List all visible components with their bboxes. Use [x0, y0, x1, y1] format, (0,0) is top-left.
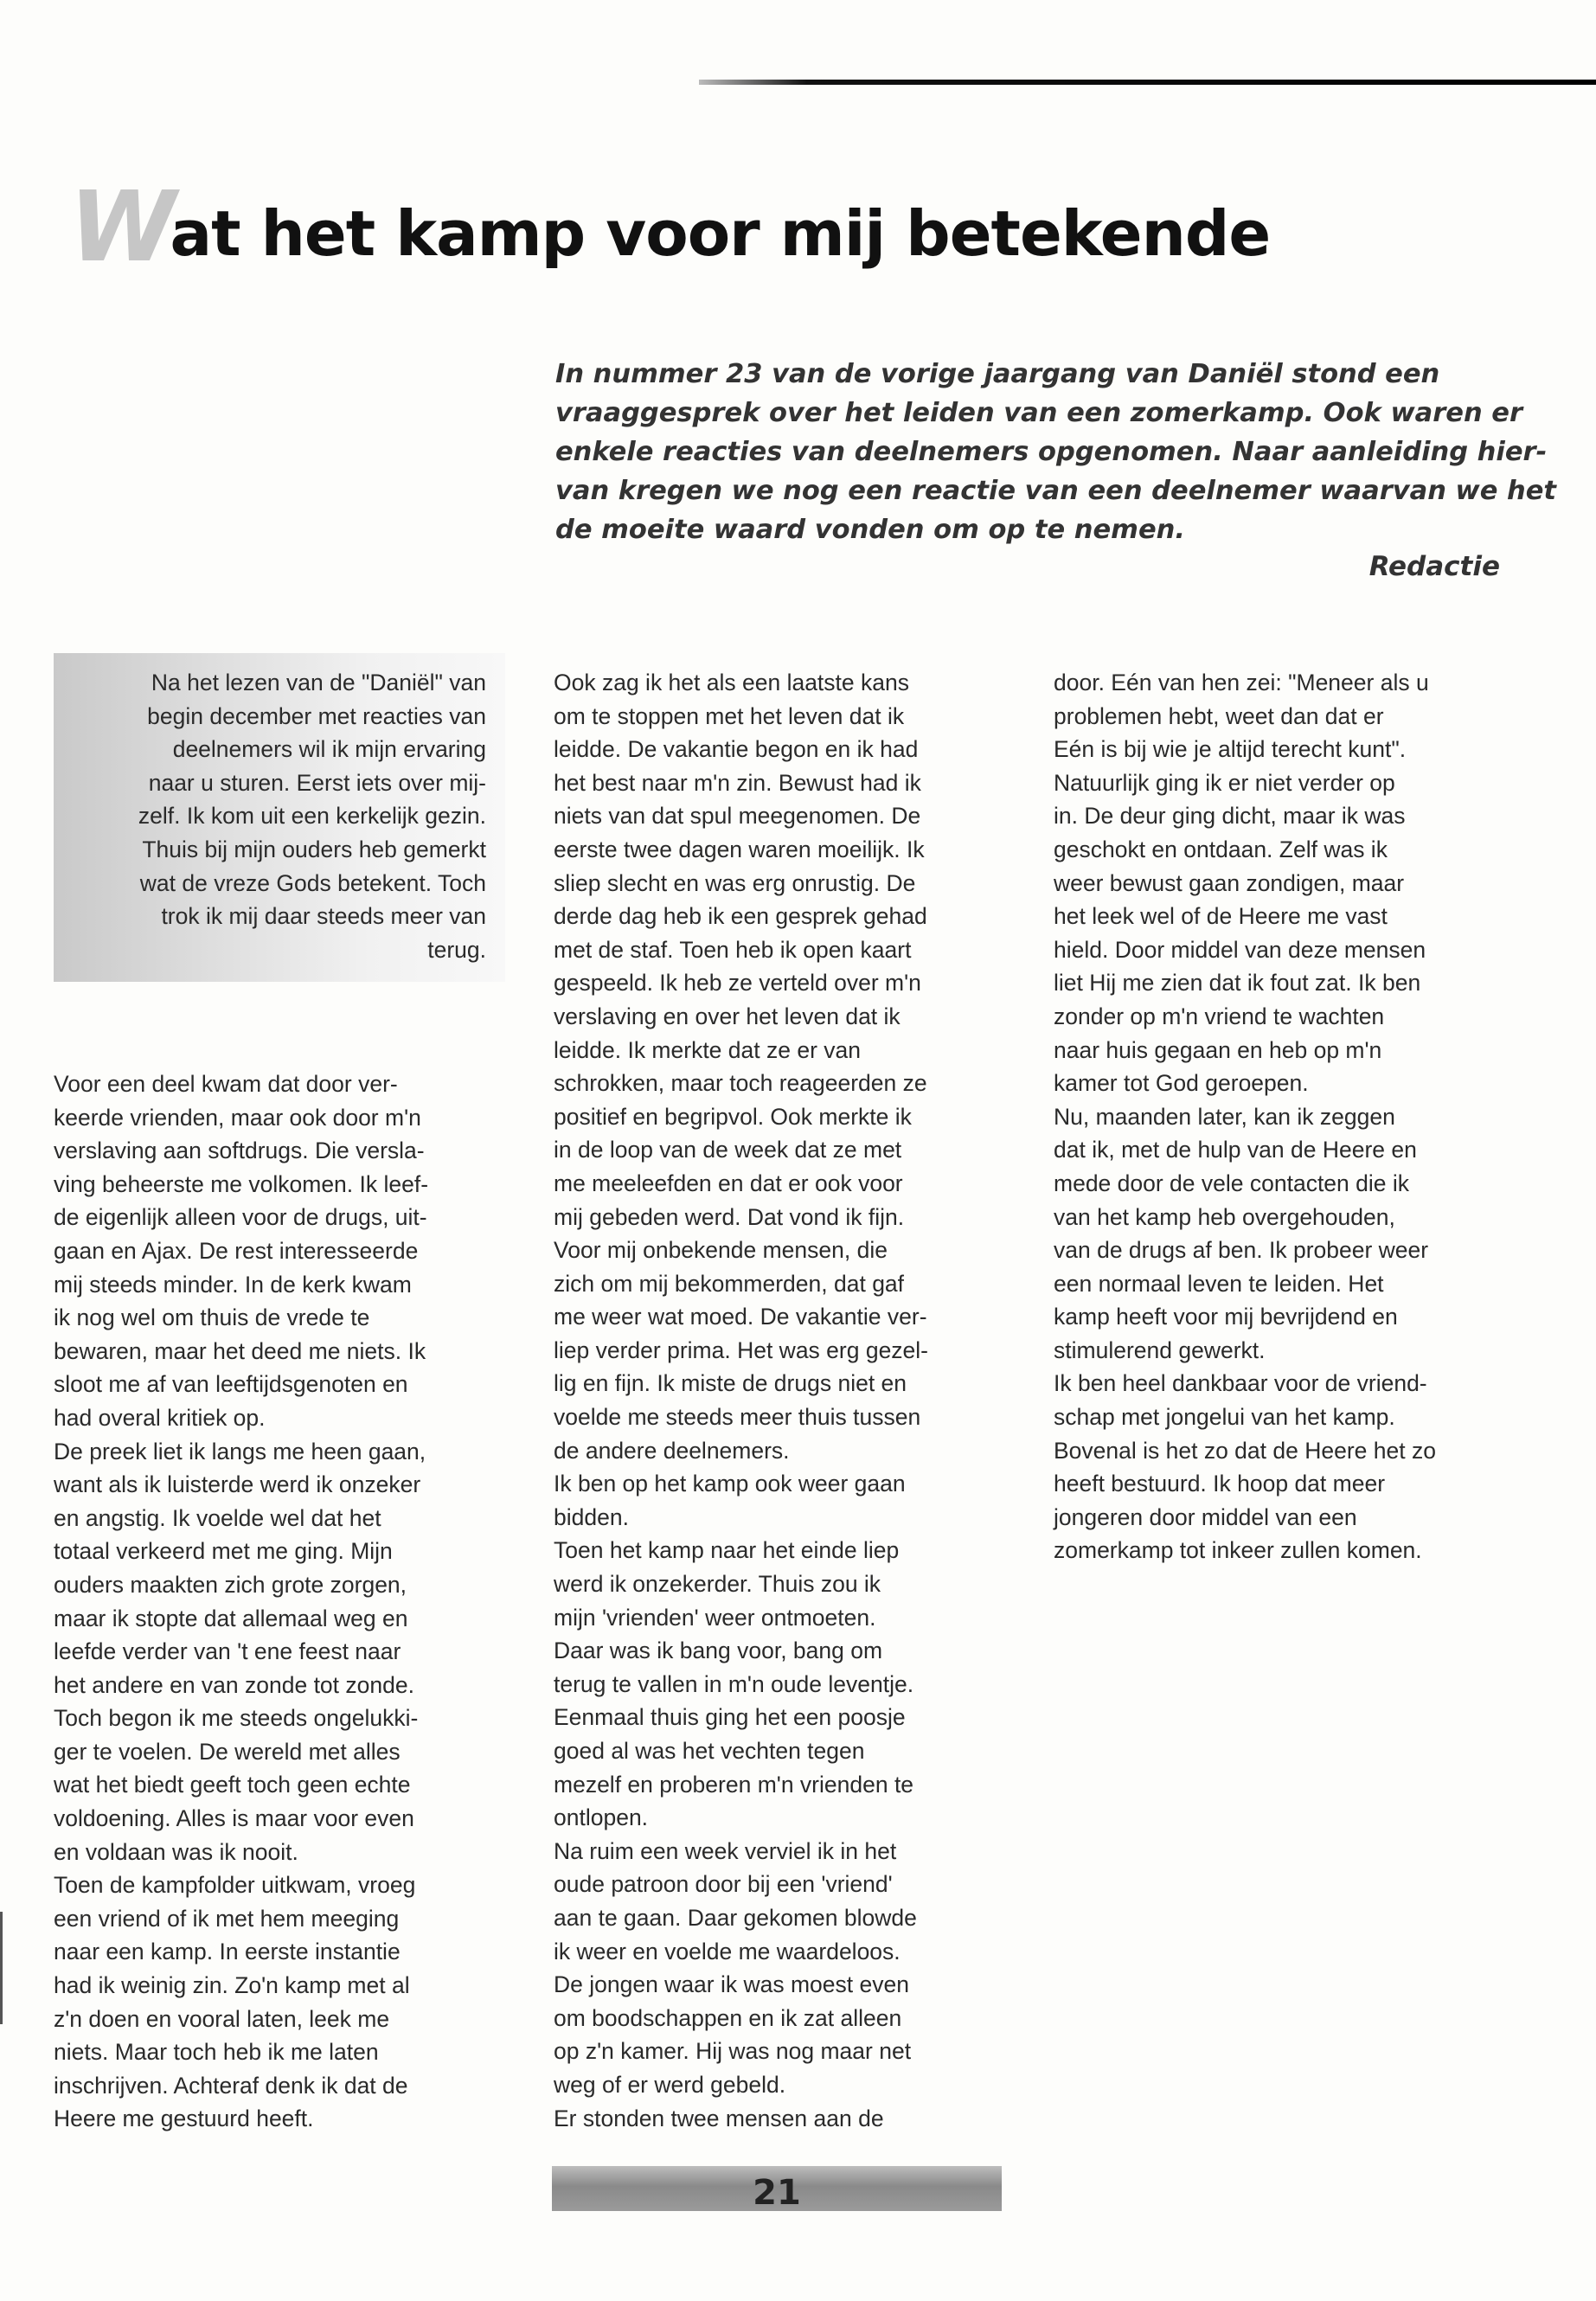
body-line: ger te voelen. De wereld met alles — [54, 1738, 401, 1765]
body-line: mede door de vele contacten die ik — [1054, 1170, 1410, 1196]
body-line: schrokken, maar toch reageerden ze — [554, 1070, 927, 1097]
body-line: een normaal leven te leiden. Het — [1054, 1270, 1384, 1297]
body-line: ving beheerste me volkomen. Ik leef- — [54, 1170, 429, 1197]
body-line: ik nog wel om thuis de vrede te — [54, 1304, 370, 1331]
body-column-2 — [554, 666, 1003, 2135]
intro-credit: Redactie — [1368, 551, 1500, 582]
body-line: en voldaan was ik nooit. — [54, 1838, 298, 1865]
top-rule — [699, 80, 1596, 85]
body-line: Eenmaal thuis ging het een poosje — [554, 1704, 906, 1731]
body-line: z'n doen en vooral laten, leek me — [54, 2005, 390, 2032]
body-line: Nu, maanden later, kan ik zeggen — [1054, 1103, 1395, 1130]
body-line: bewaren, maar het deed me niets. Ik — [54, 1337, 426, 1364]
sidebox-line: begin december met reacties van — [147, 702, 486, 729]
body-column-3 — [1054, 666, 1503, 1567]
body-line: zomerkamp tot inkeer zullen komen. — [1054, 1537, 1422, 1564]
body-line: De preek liet ik langs me heen gaan, — [54, 1438, 426, 1465]
body-line: zonder op m'n vriend te wachten — [1054, 1003, 1385, 1029]
body-line: Daar was ik bang voor, bang om — [554, 1638, 883, 1664]
sidebox-line: terug. — [427, 936, 486, 963]
body-line: voelde me steeds meer thuis tussen — [554, 1404, 921, 1431]
sidebox-text — [67, 666, 486, 966]
body-line: mijn 'vrienden' weer ontmoeten. — [554, 1604, 876, 1631]
body-line: om te stoppen met het leven dat ik — [554, 702, 905, 729]
body-line: sliep slecht en was erg onrustig. De — [554, 869, 916, 896]
body-line: positief en begripvol. Ook merkte ik — [554, 1103, 912, 1130]
body-line: het leek wel of de Heere me vast — [1054, 903, 1388, 930]
sidebox-line: trok ik mij daar steeds meer van — [161, 903, 486, 930]
body-line: zich om mij bekommerden, dat gaf — [554, 1270, 905, 1297]
body-line: gespeeld. Ik heb ze verteld over m'n — [554, 970, 921, 997]
body-line: lig en fijn. Ik miste de drugs niet en — [554, 1370, 907, 1397]
page-number: 21 — [753, 2173, 801, 2211]
body-line: me weer wat moed. De vakantie ver- — [554, 1304, 927, 1330]
body-line: van de drugs af ben. Ik probeer weer — [1054, 1237, 1429, 1264]
body-line: dat ik, met de hulp van de Heere en — [1054, 1137, 1417, 1163]
scan-edge-mark — [0, 1912, 3, 2024]
body-line: Ook zag ik het als een laatste kans — [554, 670, 909, 695]
body-line: de andere deelnemers. — [554, 1437, 790, 1464]
body-line: Toch begon ik me steeds ongelukki- — [54, 1705, 419, 1732]
body-line: leidde. De vakantie begon en ik had — [554, 736, 919, 763]
body-column-1 — [54, 1067, 503, 2136]
body-line: schap met jongelui van het kamp. — [1054, 1404, 1395, 1431]
body-line: om boodschappen en ik zat alleen — [554, 2004, 902, 2031]
body-line: voldoening. Alles is maar voor even — [54, 1805, 414, 1832]
body-line: mij gebeden werd. Dat vond ik fijn. — [554, 1203, 905, 1230]
body-line: naar huis gegaan en heb op m'n — [1054, 1036, 1382, 1063]
body-line: De jongen waar ik was moest even — [554, 1971, 909, 1998]
body-line: in. De deur ging dicht, maar ik was — [1054, 803, 1406, 830]
intro-line: vraaggesprek over het leiden van een zomerkamp. Ook waren er — [555, 398, 1523, 428]
body-line: kamp heeft voor mij bevrijdend en — [1054, 1304, 1398, 1330]
intro-paragraph — [555, 355, 1557, 549]
body-line: kamer tot God geroepen. — [1054, 1070, 1309, 1097]
sidebox-line: zelf. Ik kom uit een kerkelijk gezin. — [138, 803, 486, 830]
body-line: niets. Maar toch heb ik me laten — [54, 2039, 379, 2066]
body-line: bidden. — [554, 1503, 629, 1530]
body-line: Ik ben heel dankbaar voor de vriend- — [1054, 1370, 1427, 1397]
body-line: jongeren door middel van een — [1054, 1503, 1357, 1530]
body-line: Voor een deel kwam dat door ver- — [54, 1071, 398, 1097]
body-line: stimulerend gewerkt. — [1054, 1336, 1266, 1363]
body-line: Voor mij onbekende mensen, die — [554, 1237, 888, 1264]
body-line: geschokt en ontdaan. Zelf was ik — [1054, 836, 1388, 862]
body-line: ouders maakten zich grote zorgen, — [54, 1571, 407, 1598]
body-line: had ik weinig zin. Zo'n kamp met al — [54, 1972, 410, 1999]
body-line: naar een kamp. In eerste instantie — [54, 1939, 401, 1965]
sidebox-line: Na het lezen van de "Daniël" van — [151, 670, 486, 695]
body-line: oude patroon door bij een 'vriend' — [554, 1871, 893, 1898]
body-line: keerde vrienden, maar ook door m'n — [54, 1104, 421, 1131]
body-line: gaan en Ajax. De rest interesseerde — [54, 1237, 419, 1264]
sidebox-line: deelnemers wil ik mijn ervaring — [172, 736, 486, 763]
body-line: wat het biedt geeft toch geen echte — [54, 1772, 411, 1798]
body-line: liet Hij me zien dat ik fout zat. Ik ben — [1054, 970, 1421, 997]
body-line: hield. Door middel van deze mensen — [1054, 936, 1426, 963]
title-drop-letter: W — [69, 171, 176, 284]
body-line: Toen de kampfolder uitkwam, vroeg — [54, 1872, 416, 1899]
intro-line: de moeite waard vonden om op te nemen. — [555, 515, 1185, 545]
body-line: verslaving aan softdrugs. Die versla- — [54, 1138, 425, 1164]
body-line: leefde verder van 't ene feest naar — [54, 1638, 401, 1665]
body-line: Er stonden twee mensen aan de — [554, 2105, 884, 2131]
body-line: aan te gaan. Daar gekomen blowde — [554, 1904, 917, 1931]
sidebox-line: naar u sturen. Eerst iets over mij- — [148, 769, 486, 796]
body-line: weg of er werd gebeld. — [554, 2071, 786, 2098]
page-number-bar — [552, 2166, 1002, 2211]
article-title — [69, 171, 1270, 284]
body-line: Heere me gestuurd heeft. — [54, 2106, 314, 2132]
body-line: me meeleefden en dat er ook voor — [554, 1170, 903, 1196]
body-line: want als ik luisterde werd ik onzeker — [54, 1471, 421, 1498]
body-line: mezelf en proberen m'n vrienden te — [554, 1771, 914, 1798]
body-line: weer bewust gaan zondigen, maar — [1054, 869, 1405, 896]
body-line: Toen het kamp naar het einde liep — [554, 1537, 900, 1564]
body-line: liep verder prima. Het was erg gezel- — [554, 1336, 929, 1363]
intro-line: In nummer 23 van de vorige jaargang van Daniël stond een — [555, 359, 1440, 389]
body-line: problemen hebt, weet dan dat er — [1054, 702, 1384, 729]
body-line: leidde. Ik merkte dat ze er van — [554, 1036, 861, 1063]
body-line: verslaving en over het leven dat ik — [554, 1003, 901, 1029]
body-line: sloot me af van leeftijdsgenoten en — [54, 1371, 408, 1398]
body-line: een vriend of ik met hem meeging — [54, 1905, 400, 1932]
sidebox-line: wat de vreze Gods betekent. Toch — [139, 869, 486, 896]
body-line: maar ik stopte dat allemaal weg en — [54, 1605, 408, 1631]
body-line: het andere en van zonde tot zonde. — [54, 1671, 414, 1698]
body-line: Eén is bij wie je altijd terecht kunt". — [1054, 736, 1407, 763]
body-line: Na ruim een week verviel ik in het — [554, 1837, 897, 1864]
body-line: had overal kritiek op. — [54, 1404, 266, 1431]
body-line: Ik ben op het kamp ook weer gaan — [554, 1471, 906, 1497]
body-line: in de loop van de week dat ze met — [554, 1137, 902, 1163]
body-line: heeft bestuurd. Ik hoop dat meer — [1054, 1471, 1386, 1497]
body-line: ontlopen. — [554, 1804, 649, 1831]
body-line: mij steeds minder. In de kerk kwam — [54, 1271, 412, 1298]
body-line: werd ik onzekerder. Thuis zou ik — [554, 1571, 881, 1598]
intro-line: van kregen we nog een reactie van een deelnemer waarvan we het — [555, 476, 1557, 506]
body-line: Natuurlijk ging ik er niet verder op — [1054, 769, 1395, 796]
body-line: door. Eén van hen zei: "Meneer als u — [1054, 670, 1429, 695]
body-line: het best naar m'n zin. Bewust had ik — [554, 769, 921, 796]
body-line: met de staf. Toen heb ik open kaart — [554, 936, 912, 963]
title-text: at het kamp voor mij betekende — [170, 197, 1271, 270]
sidebox-line: Thuis bij mijn ouders heb gemerkt — [142, 836, 486, 862]
body-line: niets van dat spul meegenomen. De — [554, 803, 921, 830]
body-line: inschrijven. Achteraf denk ik dat de — [54, 2072, 408, 2099]
body-line: goed al was het vechten tegen — [554, 1738, 865, 1764]
body-line: eerste twee dagen waren moeilijk. Ik — [554, 836, 925, 862]
body-line: op z'n kamer. Hij was nog maar net — [554, 2038, 912, 2065]
body-line: terug te vallen in m'n oude leventje. — [554, 1670, 914, 1697]
body-line: en angstig. Ik voelde wel dat het — [54, 1504, 381, 1531]
body-line: derde dag heb ik een gesprek gehad — [554, 903, 927, 930]
body-line: de eigenlijk alleen voor de drugs, uit- — [54, 1204, 427, 1231]
body-line: Bovenal is het zo dat de Heere het zo — [1054, 1437, 1436, 1464]
intro-line: enkele reacties van deelnemers opgenomen. Naar aanleiding hier- — [555, 437, 1548, 467]
body-line: ik weer en voelde me waardeloos. — [554, 1938, 901, 1965]
body-line: totaal verkeerd met me ging. Mijn — [54, 1538, 393, 1565]
body-line: van het kamp heb overgehouden, — [1054, 1203, 1395, 1230]
